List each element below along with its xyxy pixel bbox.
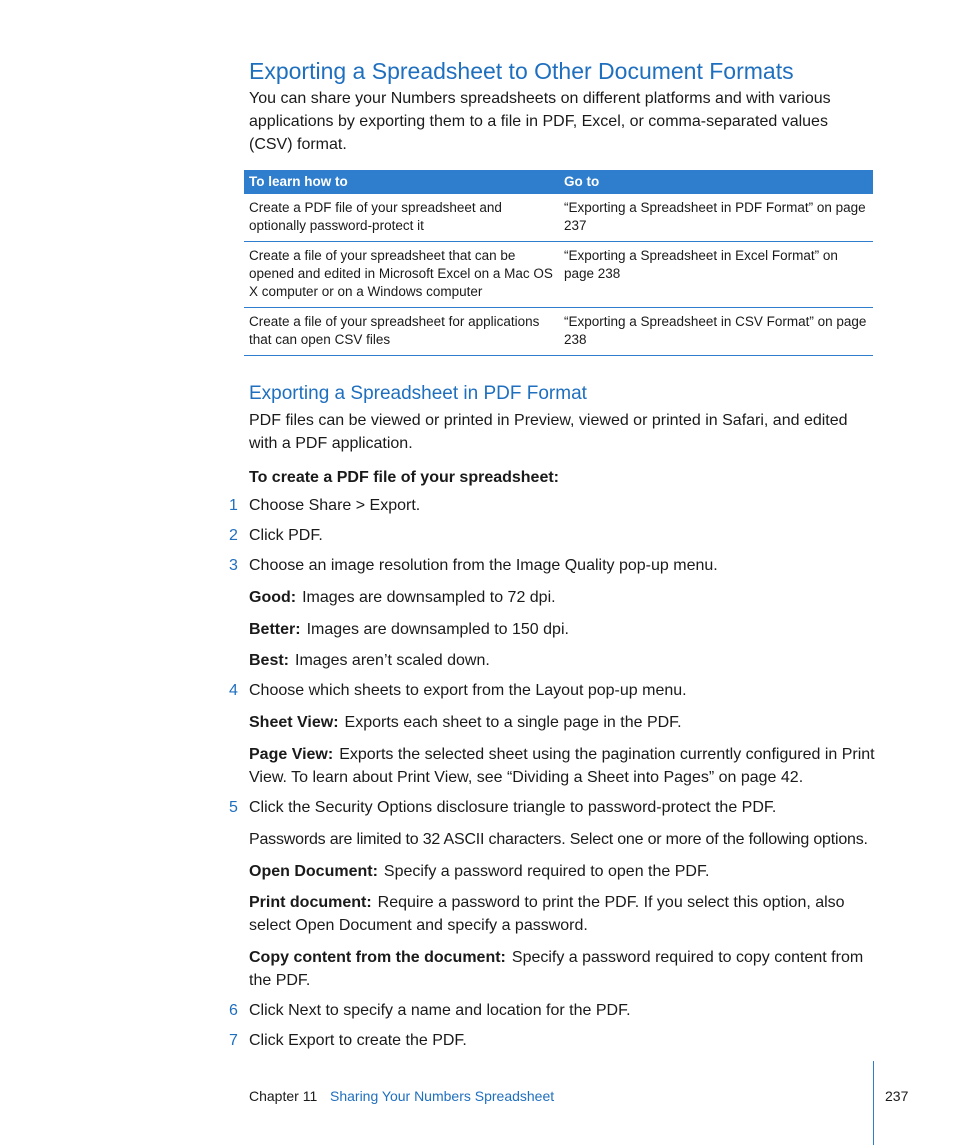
step-number: 4 [229, 682, 238, 699]
option-term: Print document: [249, 894, 372, 911]
option-page-view [249, 743, 877, 789]
option-desc: Specify a password required to copy content from the PDF. [249, 949, 864, 989]
step-text: Click the Security Options disclosure triangle to password-protect the PDF. [249, 799, 777, 816]
option-term: Better: [249, 621, 301, 638]
option-desc: Images are downsampled to 72 dpi. [302, 589, 556, 606]
option-term: Good: [249, 589, 297, 606]
table-cell-link[interactable]: “Exporting a Spreadsheet in CSV Format” on page 238 [559, 308, 873, 356]
step-text: Choose which sheets to export from the Layout pop-up menu. [249, 682, 687, 699]
step-number: 1 [229, 497, 238, 514]
step-number: 5 [229, 799, 238, 816]
section-title: Exporting a Spreadsheet in PDF Format [249, 383, 587, 404]
step-text: Click Next to specify a name and location for the PDF. [249, 1002, 631, 1019]
step-text: Choose an image resolution from the Image Quality pop-up menu. [249, 557, 718, 574]
option-print-document [249, 891, 877, 937]
option-best [249, 649, 877, 672]
step-text: Choose Share > Export. [249, 497, 421, 514]
table-header-row [244, 170, 873, 194]
step-text: Click PDF. [249, 527, 323, 544]
step-number: 6 [229, 1002, 238, 1019]
option-term: Sheet View: [249, 714, 339, 731]
option-term: Page View: [249, 746, 334, 763]
step-text: Click Export to create the PDF. [249, 1032, 467, 1049]
table-header-goto: Go to [559, 170, 873, 194]
option-desc: Images are downsampled to 150 dpi. [306, 621, 569, 638]
security-note: Passwords are limited to 32 ASCII characters. Select one or more of the following options. [249, 831, 868, 848]
option-term: Best: [249, 652, 290, 669]
option-desc: Specify a password required to open the PDF. [383, 863, 710, 880]
step-number: 7 [229, 1032, 238, 1049]
table-header-learn: To learn how to [244, 170, 559, 194]
table-row [244, 308, 873, 356]
page-number: 237 [885, 1088, 909, 1104]
table-cell-link[interactable]: “Exporting a Spreadsheet in Excel Format” on page 238 [559, 242, 873, 308]
option-term: Open Document: [249, 863, 378, 880]
reference-table [244, 170, 873, 356]
option-good [249, 586, 877, 609]
table-cell-task: Create a file of your spreadsheet for applications that can open CSV files [244, 308, 559, 356]
table-cell-task: Create a file of your spreadsheet that can be opened and edited in Microsoft Excel on a Mac OS X computer or on a Windows computer [244, 242, 559, 308]
intro-paragraph: You can share your Numbers spreadsheets on different platforms and with various applications by exporting them to a file in PDF, Excel, or comma-separated values (CSV) format. [249, 90, 831, 153]
page-title: Exporting a Spreadsheet to Other Document Formats [249, 58, 794, 84]
step-number: 2 [229, 527, 238, 544]
footer-divider [873, 1061, 874, 1145]
option-desc: Require a password to print the PDF. If you select this option, also select Open Document and specify a password. [249, 894, 845, 934]
option-better [249, 618, 877, 641]
section-intro: PDF files can be viewed or printed in Preview, viewed or printed in Safari, and edited with a PDF application. [249, 412, 848, 452]
table-row [244, 242, 873, 308]
footer-chapter: Chapter 11 [249, 1088, 318, 1104]
option-copy-content [249, 946, 877, 992]
task-heading: To create a PDF file of your spreadsheet: [249, 469, 560, 486]
table-cell-task: Create a PDF file of your spreadsheet and optionally password-protect it [244, 194, 559, 242]
option-open-document [249, 860, 877, 883]
table-row [244, 194, 873, 242]
footer-chapter-title[interactable]: Sharing Your Numbers Spreadsheet [330, 1088, 555, 1104]
option-desc: Exports each sheet to a single page in the PDF. [344, 714, 682, 731]
option-desc: Images aren’t scaled down. [295, 652, 490, 669]
option-term: Copy content from the document: [249, 949, 506, 966]
step-number: 3 [229, 557, 238, 574]
option-desc: Exports the selected sheet using the pagination currently configured in Print View. To learn about Print View, see “Dividing a Sheet into Pages” on page 42. [249, 746, 875, 786]
table-cell-link[interactable]: “Exporting a Spreadsheet in PDF Format” on page 237 [559, 194, 873, 242]
option-sheet-view [249, 711, 877, 734]
